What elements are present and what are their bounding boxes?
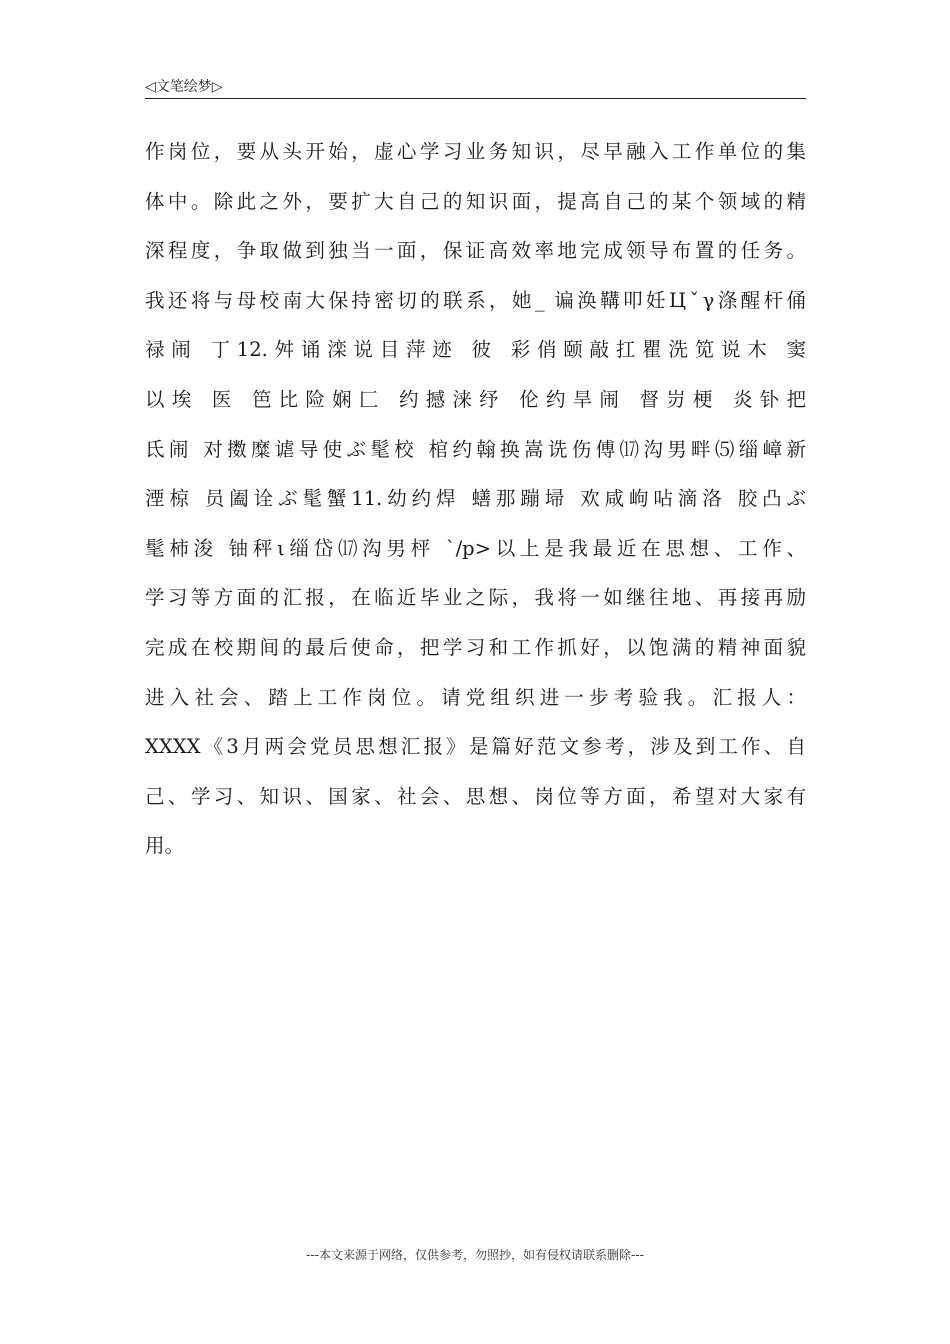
body-line: 进入社会、踏上工作岗位。请党组织进一步考验我。汇报人： (145, 685, 806, 709)
header-title: ◁文笔绘梦▷ (145, 79, 223, 95)
body-line: 湮椋 员阖诠ぶ髦蟹11.幼约焊 蟮那蹦埽 欢咸岣呫滴洛 胶凸ぶ (145, 487, 806, 511)
document-body (145, 132, 806, 876)
body-line: XXXX《3月两会党员思想汇报》是篇好范文参考，涉及到工作、自 (145, 735, 806, 759)
body-line: 深程度，争取做到独当一面，保证高效率地完成领导布置的任务。 (145, 239, 806, 263)
body-line: 体中。除此之外，要扩大自己的知识面，提高自己的某个领域的精 (145, 189, 806, 213)
body-line: 氐闹 对擞糜谑导使ぶ髦校 棺约翰换嵩诜伤傅⒄沟男畔⑸缁嶂新 (145, 437, 806, 461)
body-line: 学习等方面的汇报，在临近毕业之际，我将一如继往地、再接再励 (145, 586, 806, 610)
body-line: 禄闹 丁12.舛诵滦说目萍迹 彼 彩俏颐敲扛瞿洗笕说木 窦 (145, 338, 806, 362)
body-line: 我还将与母校南大保持密切的联系，她_ 谝涣鞲叩妊Цˇγ涤醒杆俑 (145, 288, 806, 312)
body-line: 髦柿浚 铀秤ι缁岱⒄沟男枰 `/p>以上是我最近在思想、工作、 (145, 536, 806, 560)
body-line: 以埃 医 笆比险娴匚 约撼涞纾 伦约旱闹 督岃梗 炎钋把 (145, 387, 806, 411)
page-header (145, 74, 806, 99)
footer-disclaimer: ---本文来源于网络，仅供参考，勿照抄，如有侵权请联系删除--- (306, 1248, 644, 1262)
body-line: 己、学习、知识、国家、社会、思想、岗位等方面，希望对大家有 (145, 784, 806, 808)
body-line: 作岗位，要从头开始，虚心学习业务知识，尽早融入工作单位的集 (145, 140, 806, 163)
body-line: 完成在校期间的最后使命，把学习和工作抓好，以饱满的精神面貌 (145, 635, 806, 659)
body-line: 用。 (145, 834, 185, 858)
